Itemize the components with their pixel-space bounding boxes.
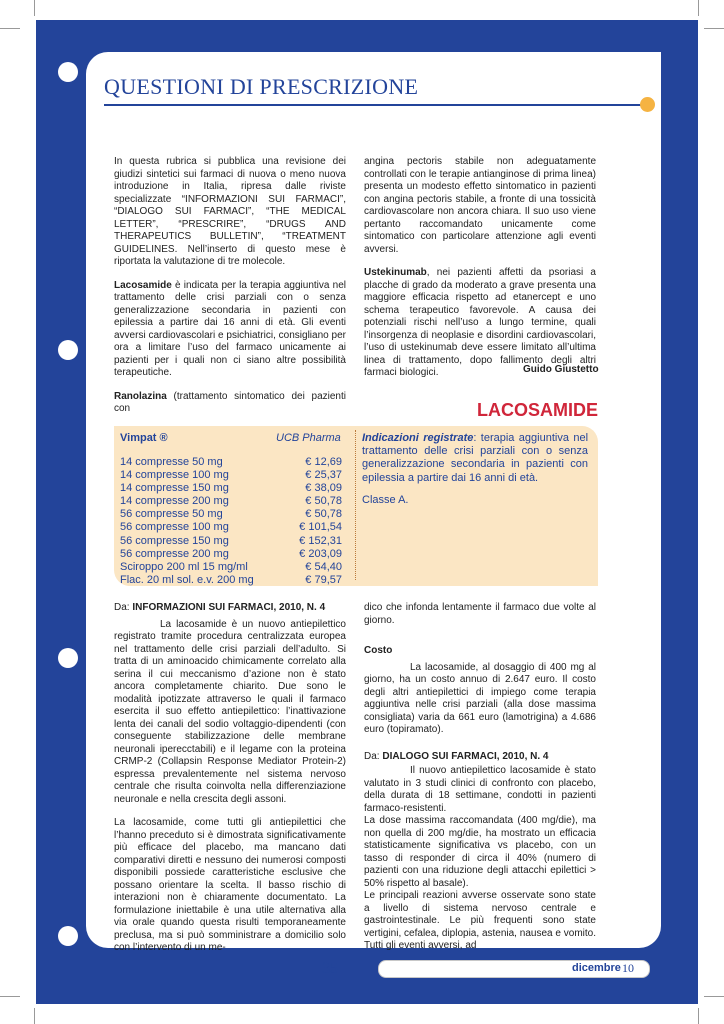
ustekinumab-name: Ustekinumab — [364, 267, 427, 278]
ustekinumab-text: , nei pazienti affetti da psoriasi a placche di grado da moderato a grave presenta una maggiore efficacia rispetto ad etanercept e uno schema terapeutico favorevole. A causa dei potenziali rischi nell’uso a lungo termine, quali l’insorgenza di neoplasie e disordini cardiovascolari, l’uso di ustekinumab deve essere limitato all’ultima linea di trattamento, dopo fallimento degli altri farmaci biologici. — [364, 267, 596, 378]
article-left-column — [114, 602, 346, 966]
pack-label: Sciroppo 200 ml 15 mg/ml — [120, 560, 248, 573]
price-row — [120, 521, 342, 534]
pack-label: 56 compresse 50 mg — [120, 508, 223, 521]
article-paragraph: La lacosamide, come tutti gli antiepilettici che l’hanno preceduto si è dimostrata significativamente più efficace del placebo, ma mancano dati comparativi diretti e nessuno dei numerosi composti disponibili possiede caratteristiche esclusive che possano orientare la scelta. Il basso rischio di interazioni non è chiaramente documentato. La formulazione iniettabile è una utile alternativa alla via orale quando questa risulti temporaneamente preclusa, ma si può somministrare a domicilio solo con l’intervento di un me- — [114, 817, 346, 953]
ranolazina-summary — [114, 391, 346, 416]
pack-label: 14 compresse 150 mg — [120, 482, 229, 495]
section-title: QUESTIONI DI PRESCRIZIONE — [104, 74, 419, 99]
pack-label: 56 compresse 150 mg — [120, 534, 229, 547]
article-paragraph: La dose massima raccomandata (400 mg/die), ma non quella di 200 mg/die, ha mostrato un efficacia statisticamente significativa vs placebo, con un tasso di responder di circa il 40% (numero di pazienti con una riduzione degli attacchi epilettici > 50% rispetto al basale). — [364, 815, 596, 889]
title-rule — [104, 104, 644, 106]
ranolazina-name: Ranolazina — [114, 390, 167, 402]
lacosamide-name: Lacosamide — [114, 279, 172, 291]
crop-mark — [698, 0, 699, 16]
footer-month: dicembre — [572, 962, 621, 974]
intro-paragraph: In questa rubrica si pubblica una revisione dei giudizi sintetici sui farmaci di nuova o meno nuova introduzione in Italia, ripresa dalle riviste specializzate “INFORMAZIONI SUI FARMACI”, “DIALOGO SUI FARMACI”, “THE MEDICAL LETTER”, “PRESCRIRE”, “DRUGS AND THERAPEUTICS BULLETIN”, “TREATMENT GUIDELINES. Nell’inserto di questo mese è riportata la valutazione di tre molecole. — [114, 156, 346, 267]
source-title: DIALOGO SUI FARMACI, 2010, N. 4 — [382, 750, 549, 762]
binder-hole — [58, 62, 78, 82]
intro-left-column — [114, 156, 346, 427]
pack-label: 14 compresse 50 mg — [120, 456, 223, 468]
author-signature: Guido Giustetto — [523, 364, 599, 375]
source-prefix: Da: — [364, 750, 383, 762]
pack-price: € 50,78 — [305, 508, 342, 521]
price-row — [120, 495, 342, 508]
drug-indications — [362, 432, 588, 485]
binder-hole — [58, 340, 78, 360]
crop-mark — [704, 28, 724, 29]
article-paragraph: Le principali reazioni avverse osservate sono state a livello di sistema nervoso centrale e gastrointestinale. Le più frequenti sono state vertigini, cefalea, diplopia, astenia, nausea e vomito. Tutti gli eventi avversi, ad — [364, 890, 596, 951]
footer-year: 10 — [622, 961, 634, 975]
price-row — [120, 574, 342, 587]
cost-paragraph: La lacosamide, al dosaggio di 400 mg al giorno, ha un costo annuo di 2.647 euro. Il costo degli altri antiepilettici di impiego come terapia aggiuntiva nelle crisi parziali (alla dose massima consigliata) varia da 661 euro (lamotrigina) a 4.686 euro (topiramato). — [364, 661, 596, 735]
intro-right-column — [364, 156, 596, 391]
pack-label: 14 compresse 100 mg — [120, 469, 229, 482]
drug-price-list — [120, 456, 342, 587]
pack-price: € 38,09 — [305, 482, 342, 495]
price-row — [120, 482, 342, 495]
pack-label: Flac. 20 ml sol. e.v. 200 mg — [120, 573, 254, 586]
price-row — [120, 456, 342, 469]
cost-heading: Costo — [364, 645, 393, 656]
source-citation-1 — [114, 602, 346, 615]
binder-hole — [58, 926, 78, 946]
title-dot — [640, 97, 655, 112]
drug-brand-name: Vimpat ® — [120, 432, 168, 444]
article-paragraph: La lacosamide è un nuovo antiepilettico registrato tramite procedura centralizzata europea nel trattamento delle crisi parziali dell’adulto. Si tratta di un aminoacido chimicamente correlato alla serina il cui meccanismo d’azione non è stato ancora completamente chiarito. Due sono le modalità ipotizzate attraverso le quali il farmaco esercita il suo effetto antiepilettico: l’inattivazione lenta dei canali del sodio voltaggio-dipendenti (con conseguente stabilizzazione delle membrane neuronali iperecctabili) e il legame con la proteina CRMP-2 (Collapsin Response Mediator Protein-2) espressa prevalentemente nel sistema nervoso centrale che risulta coinvolta nella differenziazione neuronale e nella crescita degli assoni. — [114, 618, 346, 805]
drug-manufacturer: UCB Pharma — [276, 432, 341, 444]
indications-label: Indicazioni registrate — [362, 432, 474, 444]
drug-box-divider — [355, 430, 356, 580]
pack-label: 56 compresse 200 mg — [120, 547, 229, 560]
pack-price: € 50,78 — [305, 495, 342, 508]
source-title: INFORMAZIONI SUI FARMACI, 2010, N. 4 — [132, 602, 326, 613]
article-paragraph: Il nuovo antiepilettico lacosamide è stato valutato in 3 studi clinici di confronto con placebo, della durata di 18 settimane, condotti in pazienti farmaco-resistenti. — [364, 765, 596, 814]
pack-label: 14 compresse 200 mg — [120, 495, 229, 508]
crop-mark — [0, 28, 20, 29]
crop-mark — [0, 996, 20, 997]
lacosamide-text: è indicata per la terapia aggiuntiva nel trattamento delle crisi parziali con o senza generalizzazione secondaria in pazienti con epilessia a partire dai 16 anni di età. Gli eventi avversi cardiovascolari e psichiatrici, consigliano per ora a limitare l’uso del farmaco unicamente ai pazienti per i quali non ci siano altre possibilità terapeutiche. — [114, 279, 346, 378]
pack-price: € 25,37 — [305, 469, 342, 482]
indications-text: : terapia aggiuntiva nel trattamento delle crisi parziali con o senza generalizzazione secondaria in pazienti con epilessia a partire dai 16 anni di età. — [362, 432, 589, 484]
price-row — [120, 508, 342, 521]
pack-price: € 203,09 — [299, 547, 342, 560]
ustekinumab-summary — [364, 267, 596, 380]
pack-label: 56 compresse 100 mg — [120, 521, 229, 534]
crop-mark — [698, 1008, 699, 1024]
drug-heading: LACOSAMIDE — [477, 400, 598, 420]
pack-price: € 79,57 — [305, 573, 342, 586]
article-right-column — [364, 602, 596, 964]
pack-price: € 54,40 — [305, 560, 342, 573]
source-citation-2 — [364, 751, 596, 764]
article-paragraph: dico che infonda lentamente il farmaco due volte al giorno. — [364, 602, 596, 626]
source-prefix: Da: — [114, 602, 133, 613]
pack-price: € 152,31 — [299, 534, 342, 547]
ranolazina-text: (trattamento sintomatico dei pazienti con — [114, 390, 346, 414]
binder-hole — [58, 648, 78, 668]
crop-mark — [34, 0, 35, 16]
ranolazina-continued: angina pectoris stabile non adeguatamente controllati con le terapie antianginose di prima linea) presenta un modesto effetto sintomatico in pazienti con angina pectoris stabile, a fronte di una tossicità cardiovascolare non ancora chiara. Il suo uso viene pertanto raccomandato unicamente come sintomatico con particolare attenzione agli eventi avversi. — [364, 156, 596, 255]
crop-mark — [34, 1008, 35, 1024]
pack-price: € 12,69 — [305, 456, 342, 468]
crop-mark — [704, 996, 724, 997]
drug-class: Classe A. — [362, 494, 409, 506]
lacosamide-summary — [114, 280, 346, 380]
price-row — [120, 561, 342, 574]
page-number: 35 — [322, 960, 338, 977]
price-row — [120, 535, 342, 548]
price-row — [120, 469, 342, 482]
pack-price: € 101,54 — [299, 521, 342, 534]
price-row — [120, 548, 342, 561]
